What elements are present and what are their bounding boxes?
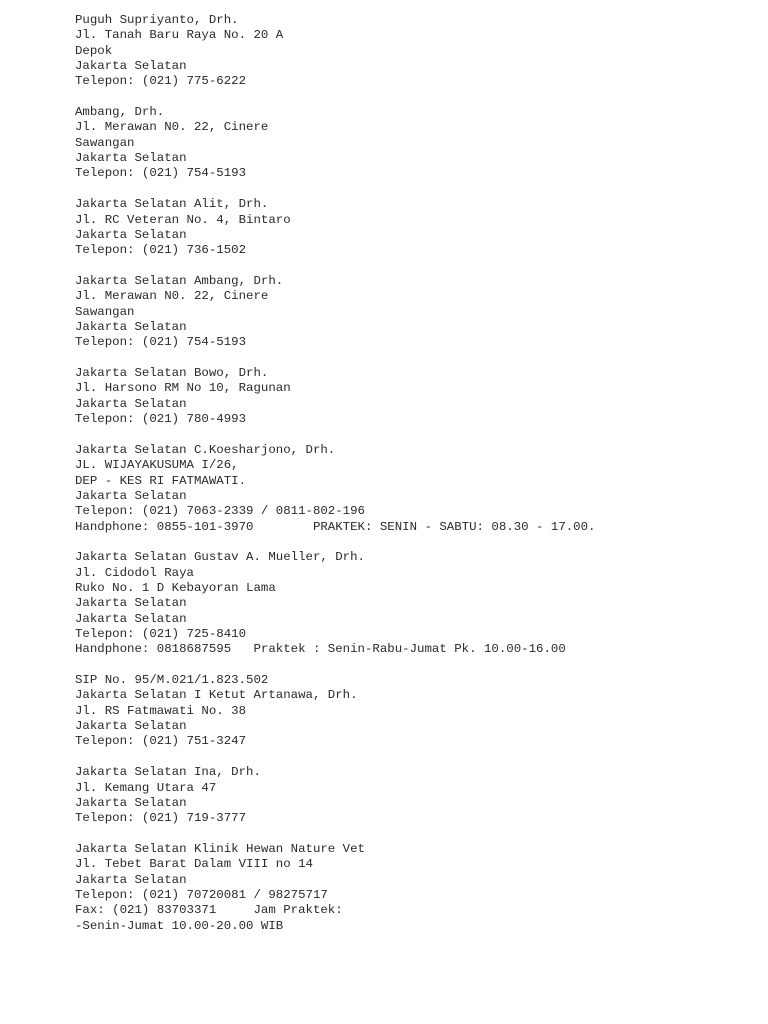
entry-handphone: Handphone: 0855-101-3970 PRAKTEK: SENIN - SABTU: 08.30 - 17.00.: [75, 519, 596, 534]
entry-phone: Telepon: (021) 7063-2339 / 0811-802-196: [75, 504, 365, 519]
entry-handphone: Handphone: 0818687595 Praktek : Senin-Rabu-Jumat Pk. 10.00-16.00: [75, 642, 566, 657]
entry-city: Jakarta Selatan: [75, 795, 187, 810]
entry-phone: Telepon: (021) 780-4993: [75, 412, 247, 427]
entry-name: Jakarta Selatan Ina, Drh.: [75, 765, 261, 780]
entry-name: Jakarta Selatan Ambang, Drh.: [75, 273, 284, 288]
entry-phone: Telepon: (021) 775-6222: [75, 74, 247, 89]
vet-entry: [75, 197, 755, 258]
entry-address-2: Ruko No. 1 D Kebayoran Lama: [75, 581, 276, 595]
entry-city: Jakarta Selatan: [75, 320, 187, 335]
entry-name: Ambang, Drh.: [75, 105, 165, 120]
vet-entry: [75, 366, 755, 427]
vet-entry: [75, 13, 755, 90]
entry-name: Jakarta Selatan Klinik Hewan Nature Vet: [75, 841, 365, 856]
entry-phone: Telepon: (021) 70720081 / 98275717: [75, 888, 328, 903]
entry-address-2: DEP - KES RI FATMAWATI.: [75, 473, 247, 488]
entry-name: Jakarta Selatan Gustav A. Mueller, Drh.: [75, 550, 365, 565]
entry-city: Jakarta Selatan: [75, 151, 187, 166]
entry-phone: Telepon: (021) 736-1502: [75, 243, 247, 258]
vet-entry: [75, 550, 755, 657]
entry-address: Jl. RC Veteran No. 4, Bintaro: [75, 212, 291, 227]
entry-city: Jakarta Selatan: [75, 719, 187, 734]
entry-phone: Telepon: (021) 754-5193: [75, 335, 247, 350]
entry-area: Depok: [75, 43, 113, 58]
entry-address: Jl. Tebet Barat Dalam VIII no 14: [75, 857, 313, 872]
entry-city: Jakarta Selatan: [75, 488, 187, 503]
vet-entry: [75, 274, 755, 351]
entry-area: Sawangan: [75, 304, 135, 319]
entry-phone: Telepon: (021) 754-5193: [75, 166, 247, 181]
entry-name: Jakarta Selatan I Ketut Artanawa, Drh.: [75, 688, 358, 703]
entry-name: Puguh Supriyanto, Drh.: [75, 13, 239, 27]
entry-area: Sawangan: [75, 135, 135, 150]
entry-phone: Telepon: (021) 725-8410: [75, 627, 247, 642]
entry-address: Jl. Cidodol Raya: [75, 565, 194, 580]
entry-license: SIP No. 95/M.021/1.823.502: [75, 673, 269, 688]
entry-address: Jl. Kemang Utara 47: [75, 780, 217, 795]
entry-address: JL. WIJAYAKUSUMA I/26,: [75, 458, 239, 473]
entry-phone: Telepon: (021) 719-3777: [75, 811, 247, 826]
entry-hours: -Senin-Jumat 10.00-20.00 WIB: [75, 918, 284, 933]
entry-city: Jakarta Selatan: [75, 596, 187, 611]
entry-phone: Telepon: (021) 751-3247: [75, 734, 247, 749]
entry-address: Jl. Merawan N0. 22, Cinere: [75, 289, 269, 304]
entry-city: Jakarta Selatan: [75, 611, 187, 626]
entry-city: Jakarta Selatan: [75, 227, 187, 242]
entry-name: Jakarta Selatan C.Koesharjono, Drh.: [75, 442, 336, 457]
vet-entry: [75, 443, 755, 535]
vet-entry: [75, 105, 755, 182]
vet-entry: [75, 673, 755, 750]
entry-address: Jl. RS Fatmawati No. 38: [75, 703, 247, 718]
entry-name: Jakarta Selatan Bowo, Drh.: [75, 366, 269, 381]
entry-address: Jl. Harsono RM No 10, Ragunan: [75, 381, 291, 396]
vet-entry: [75, 842, 755, 934]
entry-name: Jakarta Selatan Alit, Drh.: [75, 197, 269, 212]
entry-address: Jl. Tanah Baru Raya No. 20 A: [75, 28, 284, 43]
entry-fax: Fax: (021) 83703371 Jam Praktek:: [75, 903, 343, 918]
entry-city: Jakarta Selatan: [75, 396, 187, 411]
entry-city: Jakarta Selatan: [75, 872, 187, 887]
vet-entry: [75, 765, 755, 826]
entry-city: Jakarta Selatan: [75, 59, 187, 74]
entry-address: Jl. Merawan N0. 22, Cinere: [75, 120, 269, 135]
document-page: [75, 13, 755, 949]
